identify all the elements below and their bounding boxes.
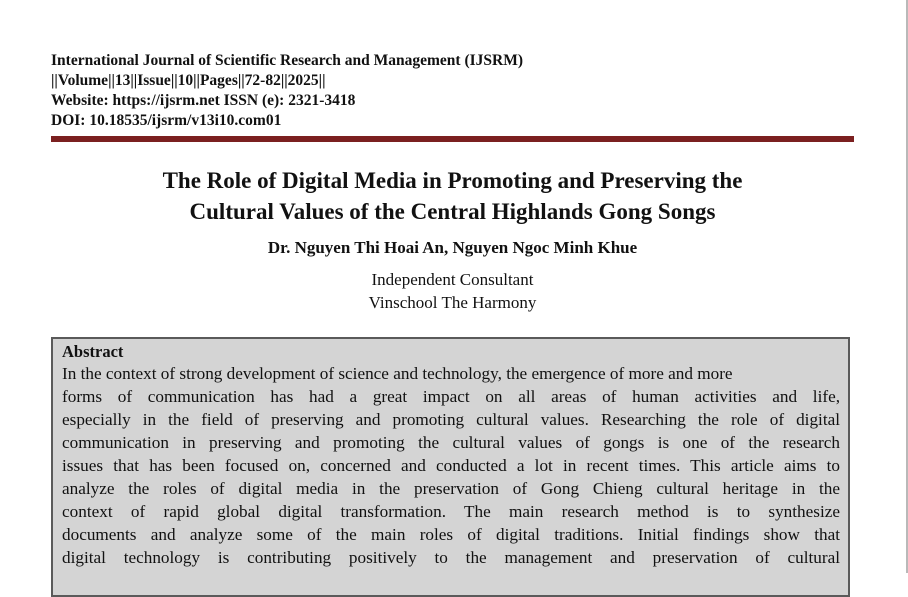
abstract-line: forms of communication has had a great impact on all areas of human activities and life, — [62, 387, 840, 406]
header-rule — [51, 136, 854, 142]
journal-website: Website: https://ijsrm.net ISSN (e): 2321-3418 — [51, 92, 356, 109]
paper-title-line: Cultural Values of the Central Highlands Gong Songs — [189, 199, 716, 224]
paper-title — [51, 165, 854, 227]
affiliation-line: Vinschool The Harmony — [368, 293, 537, 312]
abstract-line: analyze the roles of digital media in the preservation of Gong Chieng cultural heritage in the — [62, 479, 840, 498]
journal-header — [51, 51, 523, 131]
abstract-box — [51, 337, 850, 597]
affiliation-line: Independent Consultant — [371, 270, 534, 289]
abstract-heading: Abstract — [62, 342, 124, 361]
abstract-line: digital technology is contributing positively to the management and preservation of cultural — [62, 548, 840, 567]
abstract-line: documents and analyze some of the main roles of digital traditions. Initial findings show that — [62, 525, 840, 544]
abstract-line: communication in preserving and promoting the cultural values of gongs is one of the research — [62, 433, 840, 452]
abstract-line: issues that has been focused on, concerned and conducted a lot in recent times. This article aims to — [62, 456, 840, 475]
journal-doi: DOI: 10.18535/ijsrm/v13i10.com01 — [51, 112, 282, 129]
paper-title-line: The Role of Digital Media in Promoting and Preserving the — [162, 168, 743, 193]
abstract-line: In the context of strong development of science and technology, the emergence of more and more — [62, 364, 733, 383]
abstract-line: context of rapid global digital transformation. The main research method is to synthesize — [62, 502, 840, 521]
abstract-line: especially in the field of preserving and promoting cultural values. Researching the role of digital — [62, 410, 840, 429]
paper-affiliations — [51, 268, 854, 314]
journal-name: International Journal of Scientific Research and Management (IJSRM) — [51, 52, 524, 69]
journal-volume-info: ||Volume||13||Issue||10||Pages||72-82||2025|| — [51, 72, 326, 89]
paper-authors: Dr. Nguyen Thi Hoai An, Nguyen Ngoc Minh Khue — [267, 238, 638, 257]
